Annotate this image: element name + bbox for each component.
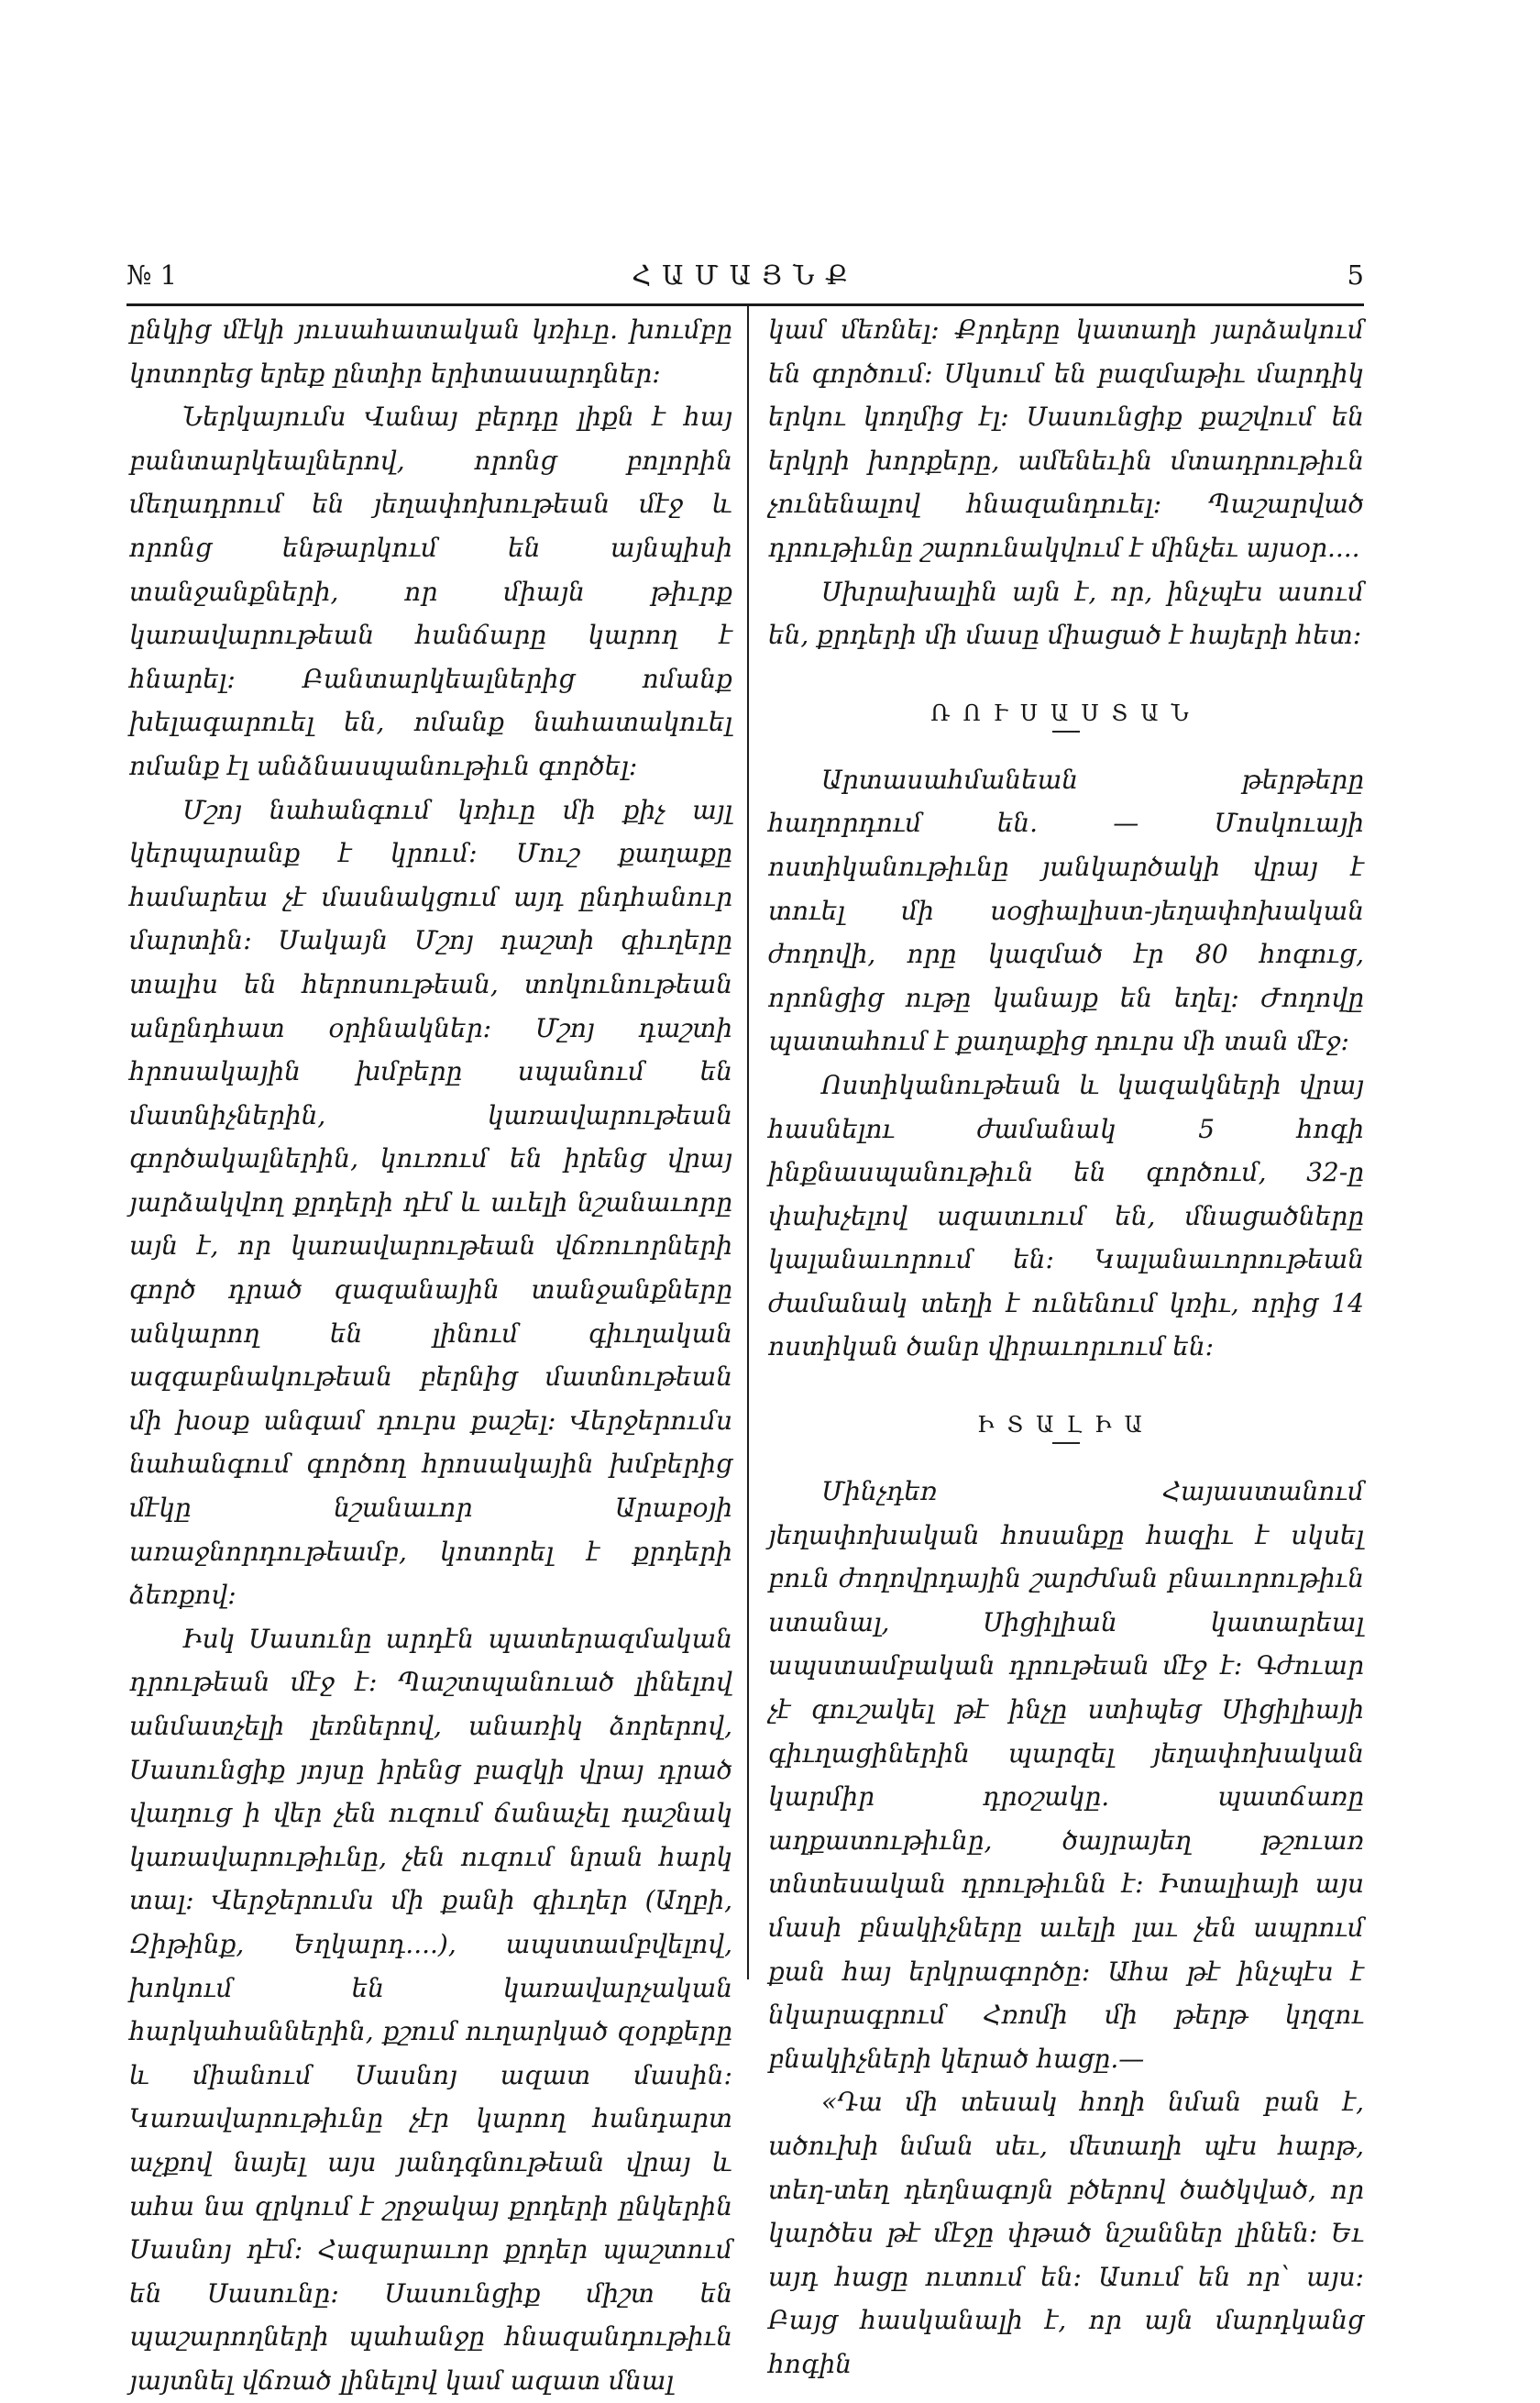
paragraph: Մինչդեռ Հայաստանում յեղափոխական հոսանքը հազիւ է սկսել բուն ժողովրդային շարժման բնաւորութիւն ստանալ, Սիցիլիան կատարեալ ապստամբական դրութեան մէջ է։ Գժուար չէ գուշակել թէ ինչը ստիպեց Սիցիլիայի գիւղացիներին պարզել յեղափոխական կարմիր դրօշակը. պատճառը աղքատութիւնը, ծայրայեղ թշուառ տնտեսական դրութիւնն է։ Իտալիայի այս մասի բնակիչները աւելի լաւ չեն ապրում քան հայ երկրագործը։ Ահա թէ ինչպէս է նկարագրում Հռոմի մի թերթ կղզու բնակիչների կերած հացը.— xyxy=(768,1476,1364,2074)
right-column xyxy=(768,308,1364,2379)
paragraph: Իսկ Սասունը արդէն պատերազմական դրութեան մէջ է։ Պաշտպանուած լինելով անմատչելի լեռներով, անառիկ ձորերով, Սասունցիք յոյսը իրենց բազկի վրայ դրած վաղուց ի վեր չեն ուզում ճանաչել դաշնակ կառավարութիւնը, չեն ուզում նրան հարկ տալ։ Վերջերումս մի քանի գիւղեր (Աղբի, Զիթինք, Եղկարդ....), ապստամբվելով, խոկում են կառավարչական հարկահաններին, քշում ուղարկած զօրքերը և միանում Սասնոյ ազատ մասին։ Կառավարութիւնը չէր կարող հանդարտ աչքով նայել այս յանդգնութեան վրայ և ահա նա զրկում է շրջակայ քրդերի ընկերին Սասնոյ դէմ։ Հազարաւոր քրդեր պաշտում են Սասունը։ Սասունցիք միշտ են պաշարողների պահանջը հնազանդութիւն յայտնել վճռած լինելով կամ ազատ մնալ xyxy=(129,1623,732,2396)
issue-number: № 1 xyxy=(126,259,178,291)
paragraph: կամ մեռնել։ Քրդերը կատաղի յարձակում են գործում։ Սկսում են բազմաթիւ մարդիկ երկու կողմից էլ։ Սասունցիք քաշվում են երկրի խորքերը, ամենեւին մտադրութիւն չունենալով հնազանդուել։ Պաշարված դրութիւնը շարունակվում է մինչեւ այսօր.... xyxy=(768,314,1364,563)
paragraph: Սխրախալին այն է, որ, ինչպէս ասում են, քրդերի մի մասը միացած է հայերի հետ։ xyxy=(768,576,1364,651)
column-divider xyxy=(747,306,749,1979)
section-heading-italy: ԻՏԱԼԻԱ xyxy=(977,1412,1155,1438)
paragraph: Արտասահմանեան թերթերը հաղորդում են. — Մոսկուայի ոստիկանութիւնը յանկարծակի վրայ է տուել մի սօցիալիստ-յեղափոխական ժողովի, որը կազմած էր 80 հոգուց, որոնցից ութը կանայք են եղել։ Ժողովը պատահում է քաղաքից դուրս մի տան մէջ։ xyxy=(768,764,1364,1057)
paragraph: «Դա մի տեսակ հողի նման բան է, ածուխի նման սեւ, մետաղի պէս հարթ, տեղ-տեղ դեղնագոյն բծերով ծածկված, որ կարծես թէ մէջը փթած նշաններ լինեն։ Եւ այդ հացը ուտում են։ Ասում են որ՝ այս։ Բայց հասկանալի է, որ այն մարդկանց հոգին xyxy=(768,2087,1364,2379)
section-divider xyxy=(1052,1442,1080,1444)
page-number: 5 xyxy=(1347,259,1364,291)
paragraph: Ոստիկանութեան և կազակների վրայ հասնելու ժամանակ 5 հոգի ինքնասպանութիւն են գործում, 32-ը փախչելով ազատւում են, մնացածները կալանաւորում են։ Կալանաւորութեան ժամանակ տեղի է ունենում կռիւ, որից 14 ոստիկան ծանր վիրաւորւում են։ xyxy=(768,1069,1364,1362)
left-column xyxy=(129,308,732,2396)
section-divider xyxy=(1052,731,1080,733)
paragraph: Մշոյ նահանգում կռիւը մի քիչ այլ կերպարանք է կրում։ Մուշ քաղաքը համարեա չէ մասնակցում այդ ընդհանուր մարտին։ Սակայն Մշոյ դաշտի գիւղերը տալիս են հերոսութեան, տոկունութեան անընդհատ օրինակներ։ Մշոյ դաշտի հրոսակային խմբերը սպանում են մատնիչներին, կառավարութեան գործակալներին, կուռում են իրենց վրայ յարձակվող քրդերի դէմ և աւելի նշանաւորը այն է, որ կառավարութեան վճռուորների գործ դրած զազանային տանջանքները անկարող են լինում գիւղական ազգաբնակութեան բերնից մատնութեան մի խօսք անգամ դուրս քաշել։ Վերջերումս նահանգում գործող հրոսակային խմբերից մէկը նշանաւոր Արաբօյի առաջնորդութեամբ, կոտորել է քրդերի ձեռքով։ xyxy=(129,794,732,1611)
section-heading-russia: ՌՈՒՍԱՍՏԱՆ xyxy=(930,700,1202,726)
header-rule xyxy=(126,303,1364,306)
paragraph: Ներկայումս Վանայ բերդը լիքն է հայ բանտարկեալներով, որոնց բոլորին մեղադրում են յեղափոխութեան մէջ և որոնց ենթարկում են այնպիսի տանջանքների, որ միայն թիւրք կառավարութեան հանճարը կարող է հնարել։ Բանտարկեալներից ոմանք խելագարուել են, ոմանք նահատակուել ոմանք էլ անձնասպանութիւն գործել։ xyxy=(129,402,732,781)
newspaper-title: ՀԱՄԱՅՆՔ xyxy=(632,259,859,291)
paragraph: ընկից մէկի յուսահատական կռիւը. խումբը կոտորեց երեք ընտիր երիտասարդներ։ xyxy=(129,314,732,389)
running-head xyxy=(126,259,1364,300)
